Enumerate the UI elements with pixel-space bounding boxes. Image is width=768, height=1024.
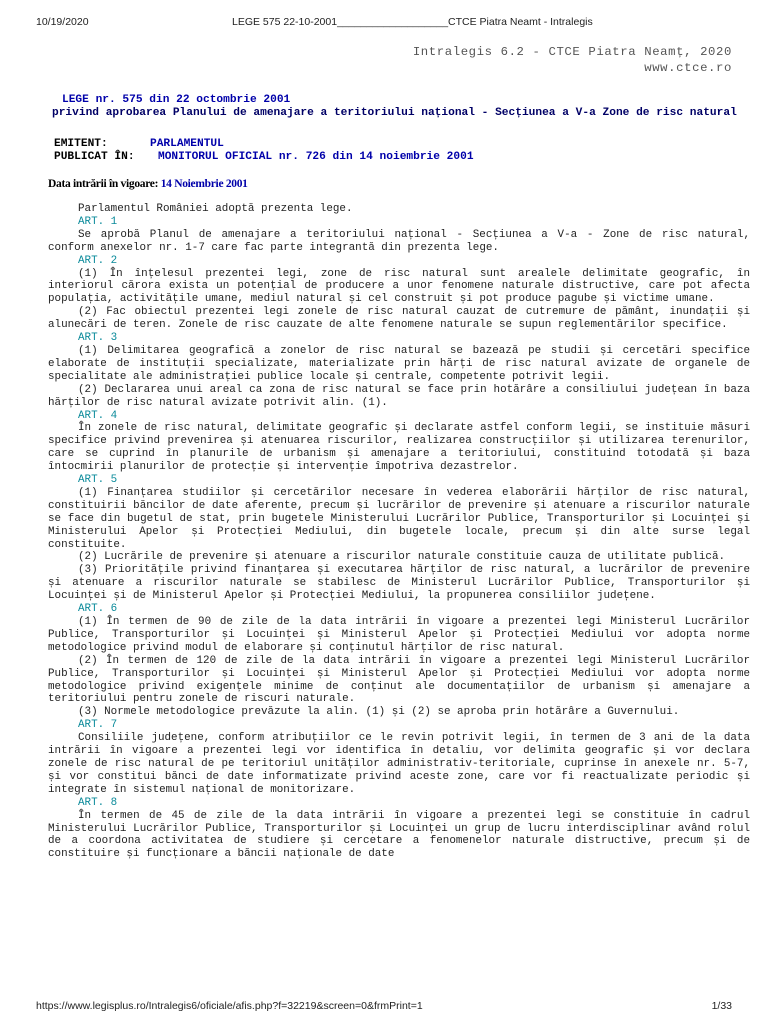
article-heading: ART. 2 (78, 254, 118, 267)
brand-name: Intralegis 6.2 - CTCE Piatra Neamț, 2020 (412, 45, 732, 59)
publicat-label: PUBLICAT ÎN: (54, 151, 135, 163)
law-metadata (48, 138, 750, 164)
effective-date-value: 14 Noiembrie 2001 (160, 178, 248, 190)
law-title (48, 94, 750, 120)
emitent-label: EMITENT: (54, 138, 108, 150)
article-heading: ART. 7 (78, 719, 118, 732)
law-paragraph: (2) Declararea unui areal ca zona de risc natural se face prin hotărâre a consiliului județean în baza hărților de risc natural avizate potrivit alin. (1). (48, 383, 750, 409)
article-heading: ART. 6 (78, 603, 118, 616)
law-paragraph: (1) În înțelesul prezentei legi, zone de risc natural sunt arealele delimitate geografic, în interiorul cărora exista un potențial de producere a unor fenomene naturale distructive, care pot afecta populația, activitățile umane, mediul natural și cel construit și pot produce pagube și victime umane. (48, 267, 750, 306)
law-paragraph: În zonele de risc natural, delimitate geografic și declarate astfel conform legii, se instituie măsuri specifice privind prevenirea și atenuarea riscurilor, realizarea construcțiilor și utilizarea terenurilor, care se cuprind în planurile de urbanism și amenajare a teritoriului, constituind totodată și baza întocmirii planurilor de protecție și intervenție împotriva dezastrelor. (48, 422, 750, 474)
brand-block (413, 44, 732, 76)
law-subject: privind aprobarea Planului de amenajare a teritoriului național - Secțiunea a V-a Zone de risc natural (52, 107, 737, 119)
law-paragraph: Se aprobă Planul de amenajare a teritoriului național - Secțiunea a V-a - Zone de risc natural, conform anexelor nr. 1-7 care fac parte integrantă din prezenta lege. (48, 228, 750, 254)
law-paragraph: (2) În termen de 120 de zile de la data intrării în vigoare a prezentei legi Ministerul Lucrărilor Publice, Transporturilor și Locuinței și Ministerul Apelor și Protecției Mediului vor adopta norme metodologice privind exigențele minime de conținut ale documentațiilor de urbanism și amenajare a teritoriului pentru zonele de riscuri naturale. (48, 654, 750, 706)
page-number: 1/33 (711, 1000, 732, 1012)
publicat-value: MONITORUL OFICIAL nr. 726 din 14 noiembrie 2001 (158, 151, 474, 163)
law-document (48, 94, 750, 861)
article-heading: ART. 5 (78, 474, 118, 487)
article-heading: ART. 1 (78, 215, 118, 228)
law-body (48, 203, 750, 861)
article-heading: ART. 8 (78, 796, 118, 809)
article-heading: ART. 3 (78, 332, 118, 345)
print-footer-url: https://www.legisplus.ro/Intralegis6/oficiale/afis.php?f=32219&screen=0&frmPrint=1 (36, 1000, 423, 1012)
law-paragraph: (1) Finanțarea studiilor și cercetărilor necesare în vederea elaborării hărților de risc natural, constituirii băncilor de date aferente, precum și lucrărilor de prevenire și atenuare a riscurilor naturale se face din bugetul de stat, prin bugetele Ministerului Lucrărilor Publice, Transporturilor și Locuinței și Ministerului Apelor și Protecției Mediului, din bugetele locale, precum și din alte surse legal constituite. (48, 486, 750, 551)
law-paragraph: (2) Lucrările de prevenire și atenuare a riscurilor naturale constituie cauza de utilitate publică. (78, 551, 726, 564)
law-paragraph: (1) În termen de 90 de zile de la data intrării în vigoare a prezentei legi Ministerul Lucrărilor Publice, Transporturilor și Locuinței și Ministerul Apelor și Protecției Mediului vor adopta norme metodologice privind modul de elaborare și conținutul hărților de risc natural. (48, 616, 750, 654)
law-paragraph: (3) Prioritățile privind finanțarea și executarea hărților de risc natural, a lucrărilor de prevenire și atenuare a riscurilor naturale se stabilesc de Ministerul Lucrărilor Publice, Transporturilor și Locuinței și de Ministerul Apelor și Protecției Mediului, la propunerea consiliilor județene. (48, 564, 750, 603)
law-paragraph: Consiliile județene, conform atribuțiilor ce le revin potrivit legii, în termen de 3 ani de la data intrării în vigoare a prezentei legi vor identifica în detaliu, vor delimita geografic și vor declara zonele de risc natural de pe teritoriul unităților administrativ-teritoriale, cuprinse în anexele nr. 5-7, și vor constitui bănci de date informatizate privind aceste zone, care vor fi reactualizate periodic și integrate în sistemul național de monitorizare. (48, 732, 750, 796)
law-paragraph: (1) Delimitarea geografică a zonelor de risc natural se bazează pe studii și cercetări specifice elaborate de instituții specializate, materializate prin hărți de risc natural avizate de organele de specialitate ale administrației publice locale și centrale, competente potrivit legii. (48, 344, 750, 383)
law-number: LEGE nr. 575 din 22 octombrie 2001 (62, 94, 291, 106)
print-header-title: LEGE 575 22-10-2001___________________CTCE Piatra Neamt - Intralegis (232, 16, 593, 28)
print-date: 10/19/2020 (36, 16, 89, 28)
effective-date (48, 178, 750, 190)
law-paragraph: Parlamentul României adoptă prezenta lege. (78, 203, 353, 215)
brand-website: www.ctce.ro (644, 61, 732, 75)
law-paragraph: (3) Normele metodologice prevăzute la alin. (1) și (2) se aproba prin hotărâre a Guvernului. (78, 706, 680, 719)
law-paragraph: În termen de 45 de zile de la data intrării în vigoare a prezentei legi se constituie în cadrul Ministerului Lucrărilor Publice, Transporturilor și Locuinței un grup de lucru interdisciplinar având rolul de a coordona activitatea de studiere și cercetare a fenomenelor naturale distructive, precum și de constituire și funcționare a băncii naționale de date (48, 809, 750, 861)
emitent-value: PARLAMENTUL (150, 138, 224, 150)
law-paragraph: (2) Fac obiectul prezentei legi zonele de risc natural cauzat de cutremure de pământ, inundații și alunecări de teren. Zonele de risc cauzate de alte fenomene naturale se supun reglementărilor specifice. (48, 306, 750, 332)
article-heading: ART. 4 (78, 409, 118, 422)
effective-date-label: Data intrării în vigoare: (48, 178, 159, 190)
